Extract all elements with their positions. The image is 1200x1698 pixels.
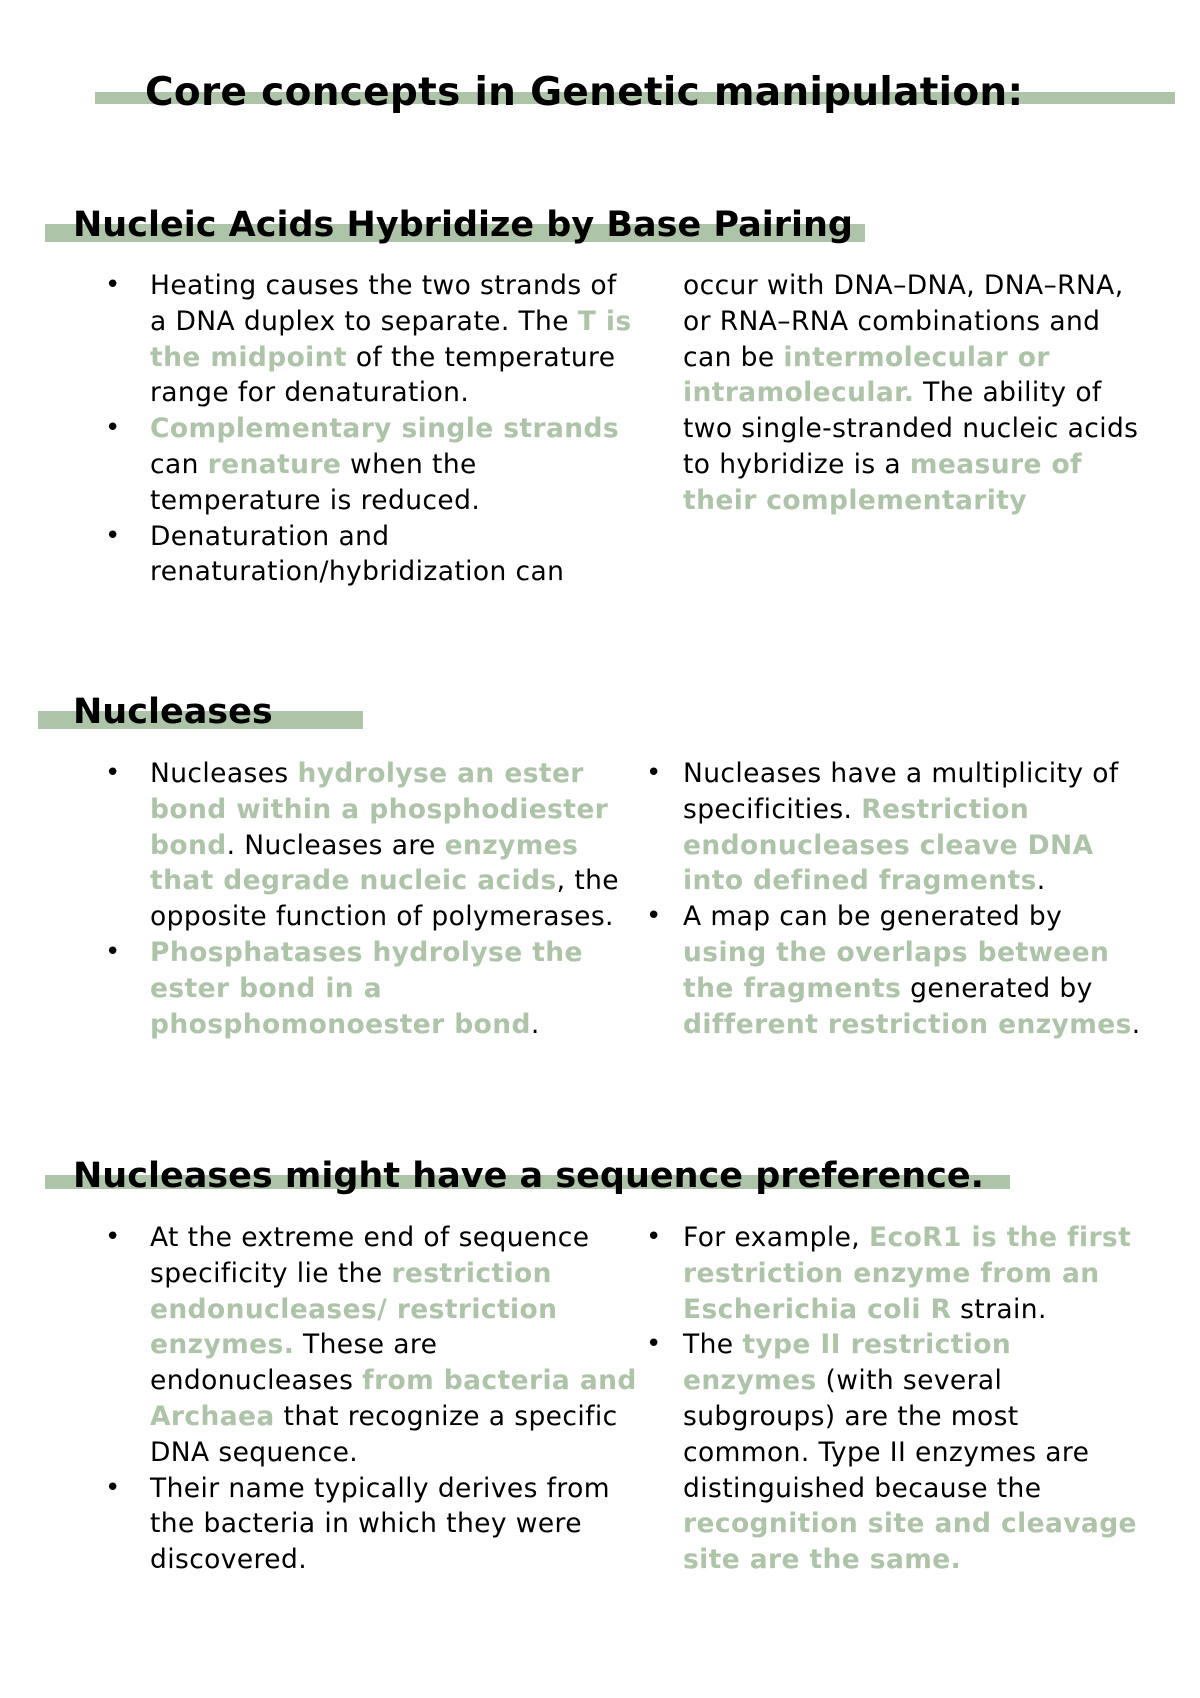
body-text: of the temperature range for denaturation. <box>150 341 616 409</box>
highlighted-text: from bacteria and Archaea <box>150 1365 637 1432</box>
body-text: The ability of two single-stranded nucleic acids to hybridize is a <box>683 377 1139 480</box>
highlighted-text: type II restriction enzymes <box>683 1329 1012 1397</box>
list-item <box>683 756 1153 899</box>
highlighted-text: using the overlaps between the fragments <box>683 936 1110 1004</box>
list-item <box>100 1220 640 1471</box>
list-item <box>100 756 640 935</box>
body-text: Nucleases <box>150 758 298 789</box>
list-item <box>683 1220 1153 1327</box>
body-text: . Nucleases are <box>226 829 445 861</box>
body-text: At the extreme end of sequence specificity lie the <box>150 1222 590 1289</box>
body-text: Their name typically derives from the bacteria in which they were discovered. <box>150 1472 610 1576</box>
body-text: can <box>150 448 208 480</box>
body-text: that recognize a specific DNA sequence. <box>150 1400 618 1468</box>
highlighted-text: T is the midpoint <box>150 305 632 373</box>
highlighted-text: intermolecular or intramolecular. <box>683 341 1050 409</box>
highlighted-text: Restriction endonucleases cleave DNA into defined fragments <box>683 793 1094 897</box>
body-text: when the temperature is reduced. <box>150 448 481 516</box>
highlighted-text: renature <box>207 448 342 480</box>
list-item <box>683 899 1153 1042</box>
list-item <box>100 935 640 1042</box>
section-sequence-right-column <box>683 1220 1153 1578</box>
body-text: The <box>683 1329 743 1361</box>
body-text: occur with DNA–DNA, DNA–RNA, or RNA–RNA combinations and can be <box>683 270 1124 373</box>
body-text: strain. <box>951 1293 1047 1325</box>
body-text: (with several subgroups) are the most common. Type II enzymes are distinguished because the <box>683 1365 1090 1504</box>
body-text: Heating causes the two strands of a DNA duplex to separate. The <box>150 270 617 337</box>
body-text: . <box>530 1008 540 1040</box>
list-item <box>100 268 640 411</box>
highlighted-text: restriction endonucleases/ restriction enzymes. <box>150 1257 558 1361</box>
highlighted-text: Complementary single strands <box>150 413 620 445</box>
list-item <box>100 519 640 591</box>
body-text: , the opposite function of polymerases. <box>150 865 620 933</box>
section-heading-sequence-preference: Nucleases might have a sequence preference. <box>73 1156 984 1196</box>
body-text: Denaturation and renaturation/hybridization can <box>150 520 565 588</box>
list-item <box>683 1327 1153 1578</box>
page-title: Core concepts in Genetic manipulation: <box>145 70 1024 115</box>
body-text: . <box>1131 1008 1141 1040</box>
section-heading-nucleases: Nucleases <box>73 692 273 732</box>
list-item <box>683 268 1153 519</box>
body-text: These are endonucleases <box>150 1329 438 1397</box>
body-text: generated by <box>901 972 1093 1004</box>
body-text: For example, <box>683 1222 869 1253</box>
section-heading-hybridize: Nucleic Acids Hybridize by Base Pairing <box>73 205 853 245</box>
section-nucleases-left-column <box>100 756 640 1042</box>
highlighted-text: EcoR1 is the first restriction enzyme from an Escherichia coli R <box>683 1222 1132 1325</box>
highlighted-text: different restriction enzymes <box>683 1008 1132 1040</box>
section-hybridize-right-column <box>683 268 1153 519</box>
highlighted-text: enzymes that degrade nucleic acids <box>150 829 579 897</box>
highlighted-text: measure of their complementarity <box>683 448 1082 516</box>
list-item <box>100 1471 640 1578</box>
list-item <box>100 411 640 518</box>
body-text: . <box>1036 865 1046 897</box>
highlighted-text: hydrolyse an ester bond within a phosphodiester bond <box>150 758 609 861</box>
highlighted-text: Phosphatases hydrolyse the ester bond in a phosphomonoester bond <box>150 936 583 1040</box>
section-sequence-left-column <box>100 1220 640 1578</box>
body-text: Nucleases have a multiplicity of specificities. <box>683 758 1119 825</box>
section-hybridize-left-column <box>100 268 640 590</box>
section-nucleases-right-column <box>683 756 1153 1042</box>
body-text: A map can be generated by <box>683 901 1063 933</box>
highlighted-text: recognition site and cleavage site are the same. <box>683 1508 1137 1576</box>
